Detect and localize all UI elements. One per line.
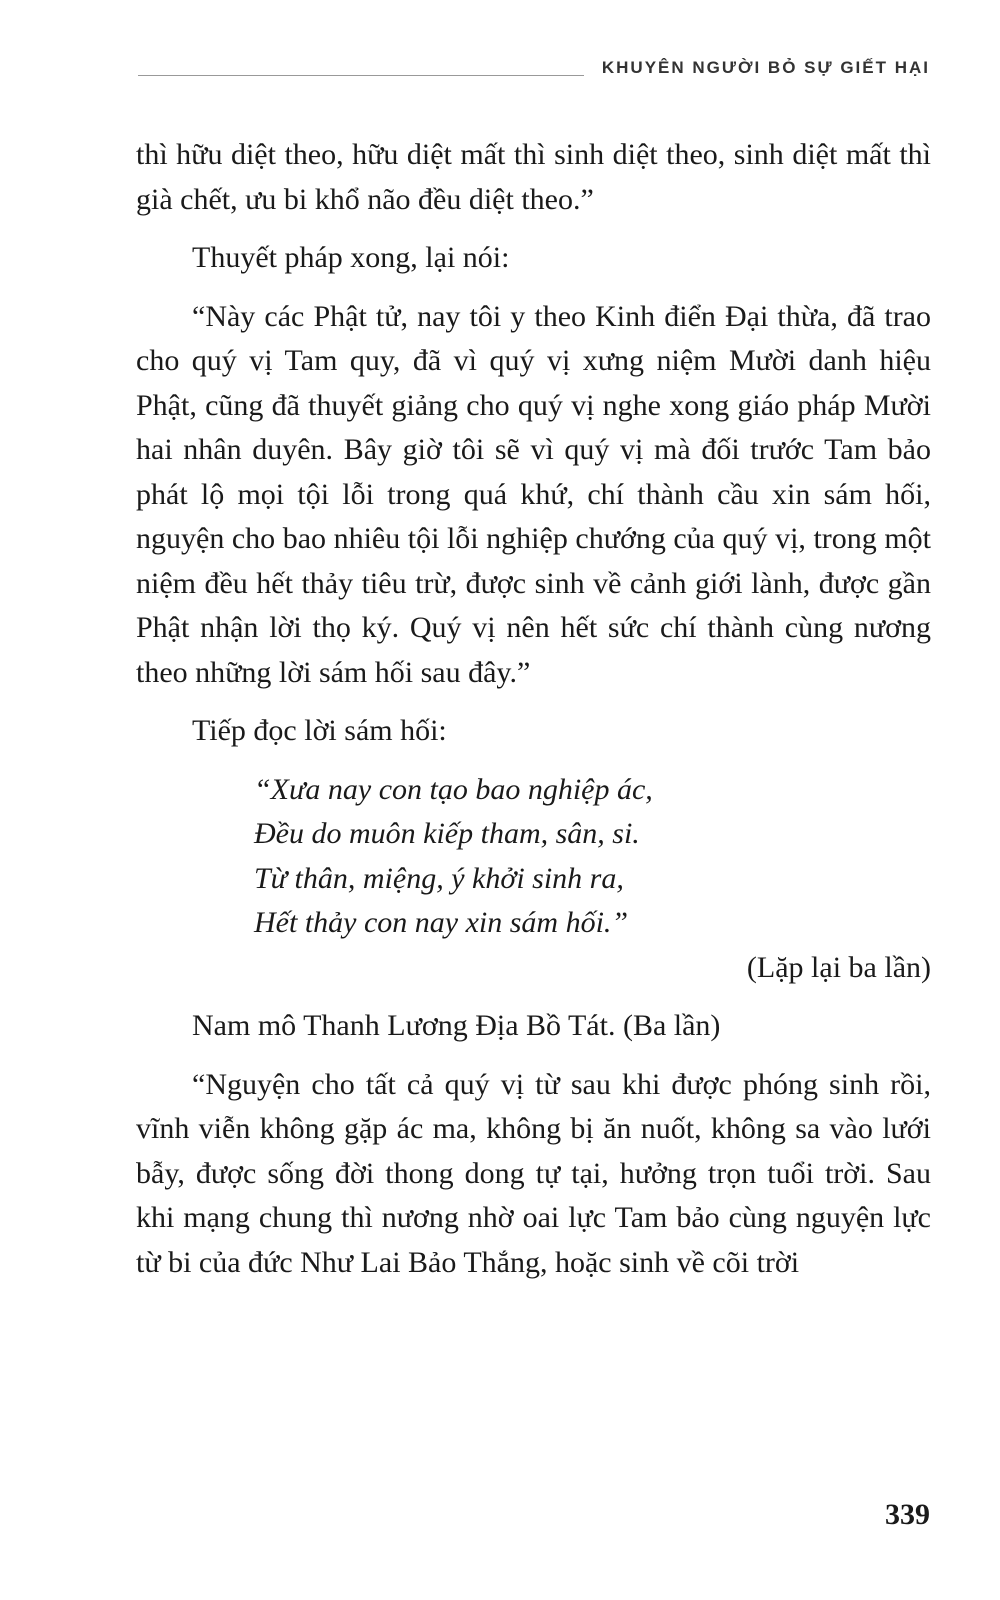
header-rule bbox=[138, 75, 584, 76]
verse-line: “Xưa nay con tạo bao nghiệp ác, bbox=[254, 772, 653, 806]
paragraph-nguyen: “Nguyện cho tất cả quý vị từ sau khi được phóng sinh rồi, vĩnh viễn không gặp ác ma, không bị ăn nuốt, không sa vào lưới bẫy, được sống đời thong dong tự tại, hưởng trọn tuổi trời. Sau khi mạng chung thì nương nhờ oai lực Tam bảo cùng nguyện lực từ bi của đức Như Lai Bảo Thắng, hoặc sinh về cõi trời bbox=[136, 1067, 931, 1279]
paragraph-phat-tu: “Này các Phật tử, nay tôi y theo Kinh điển Đại thừa, đã trao cho quý vị Tam quy, đã vì quý vị xưng niệm Mười danh hiệu Phật, cũng đã thuyết giảng cho quý vị nghe xong giáo pháp Mười hai nhân duyên. Bây giờ tôi sẽ vì quý vị mà đối trước Tam bảo phát lộ mọi tội lỗi trong quá khứ, chí thành cầu xin sám hối, nguyện cho bao nhiêu tội lỗi nghiệp chướng của quý vị, trong một niệm đều hết thảy tiêu trừ, được sinh về cảnh giới lành, được gần Phật nhận lời thọ ký. Quý vị nên hết sức chí thành cùng nương theo những lời sám hối sau đây.” bbox=[136, 299, 931, 689]
verse-line: Đều do muôn kiếp tham, sân, si. bbox=[254, 817, 640, 850]
page-body bbox=[136, 133, 931, 1285]
running-header bbox=[138, 58, 930, 78]
paragraph-nam-mo: Nam mô Thanh Lương Địa Bồ Tát. (Ba lần) bbox=[192, 1009, 721, 1042]
repeat-note: (Lặp lại ba lần) bbox=[746, 950, 931, 984]
verse-line: Hết thảy con nay xin sám hối.” bbox=[254, 906, 629, 939]
repentance-verse bbox=[254, 768, 931, 946]
paragraph-tiep-doc: Tiếp đọc lời sám hối: bbox=[192, 714, 447, 747]
page-number: 339 bbox=[885, 1498, 930, 1531]
verse-line: Từ thân, miệng, ý khởi sinh ra, bbox=[254, 861, 624, 895]
paragraph-thuyet-phap: Thuyết pháp xong, lại nói: bbox=[192, 241, 510, 274]
paragraph-continued: thì hữu diệt theo, hữu diệt mất thì sinh diệt theo, sinh diệt mất thì già chết, ưu bi khổ não đều diệt theo.” bbox=[136, 138, 931, 216]
running-title: KHUYÊN NGƯỜI BỎ SỰ GIẾT HẠI bbox=[601, 58, 930, 77]
